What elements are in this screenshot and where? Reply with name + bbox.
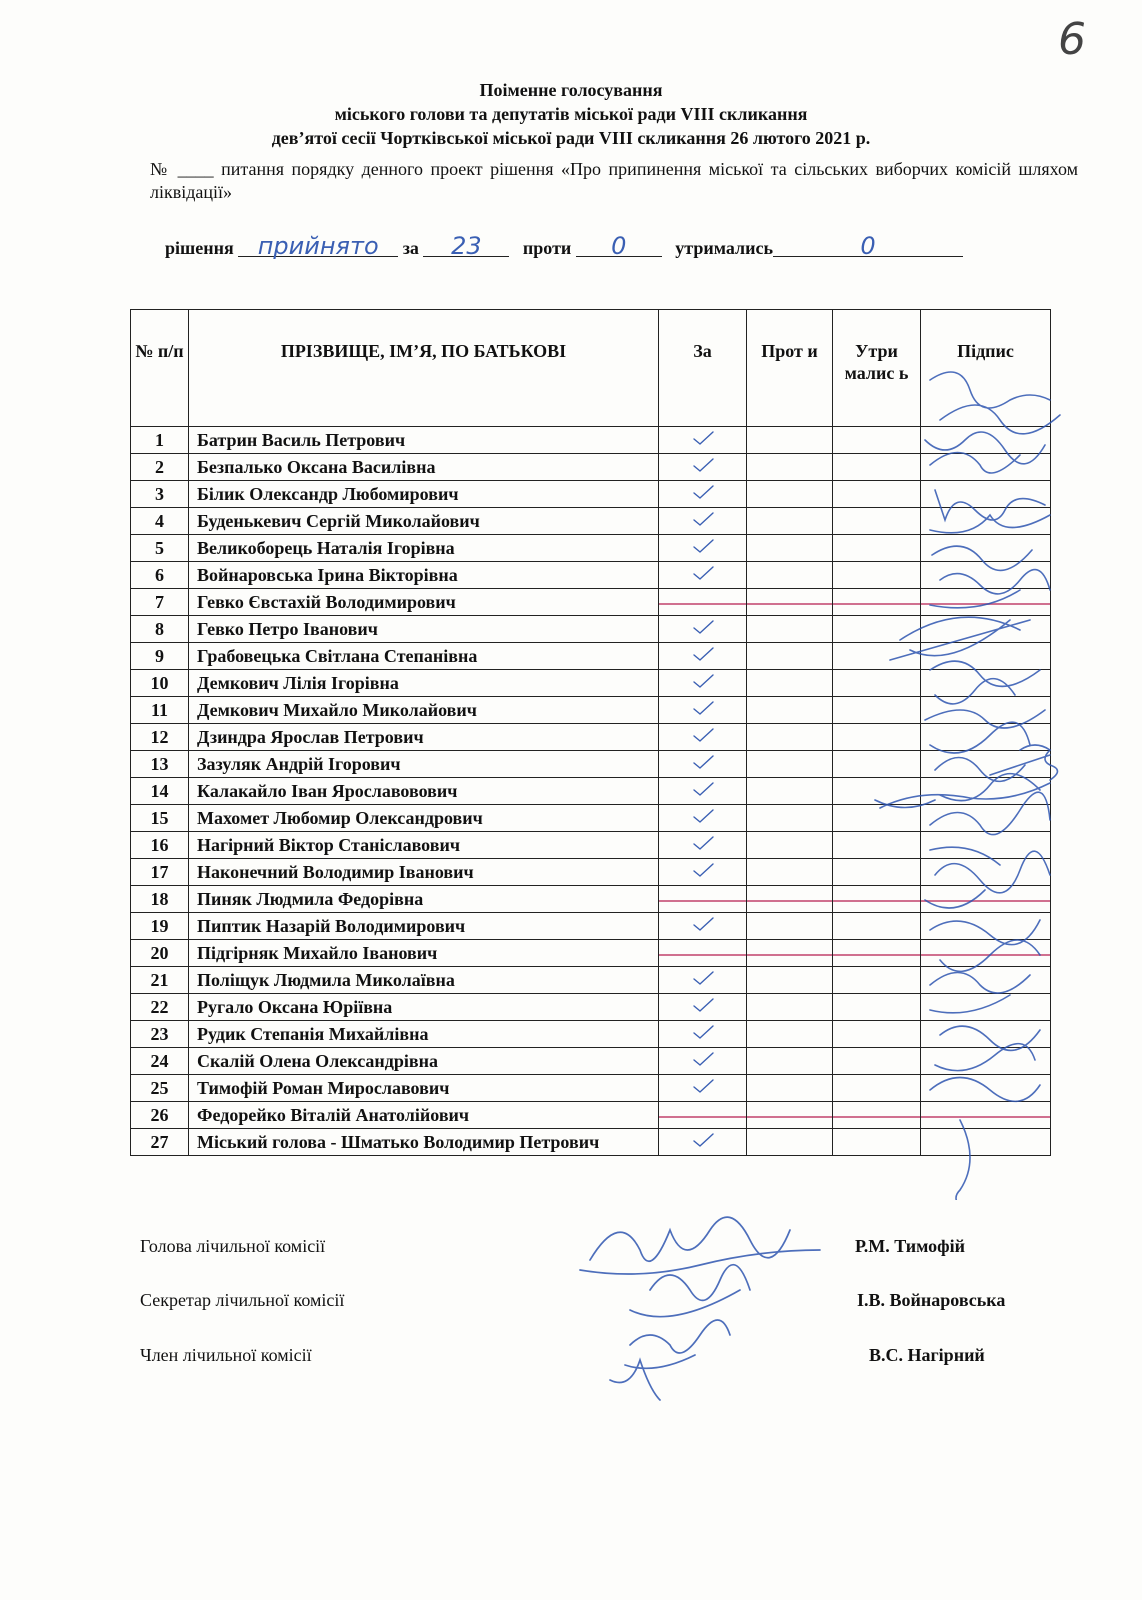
row-number: 10	[131, 670, 189, 697]
against-label: проти	[522, 238, 572, 258]
page-number: 6	[1058, 14, 1086, 65]
signature-cell	[921, 1048, 1051, 1075]
checkmark-icon	[691, 484, 715, 500]
vote-for-cell	[659, 508, 747, 535]
vote-against-cell	[747, 535, 833, 562]
vote-abstained-cell	[833, 616, 921, 643]
vote-abstained-cell	[833, 427, 921, 454]
vote-abstained-cell	[833, 913, 921, 940]
vote-abstained-cell	[833, 886, 921, 913]
vote-for-cell	[659, 1021, 747, 1048]
table-row	[131, 859, 1051, 886]
table-row	[131, 724, 1051, 751]
vote-abstained-cell	[833, 1129, 921, 1156]
deputy-name: Демкович Лілія Ігорівна	[189, 670, 659, 697]
vote-for-cell	[659, 643, 747, 670]
signature-cell	[921, 508, 1051, 535]
row-number: 21	[131, 967, 189, 994]
vote-for-cell	[659, 616, 747, 643]
signature-cell	[921, 967, 1051, 994]
checkmark-icon	[691, 1132, 715, 1148]
decision-line	[165, 232, 963, 260]
signature-cell	[921, 427, 1051, 454]
table-row	[131, 535, 1051, 562]
vote-abstained-cell	[833, 508, 921, 535]
row-number: 1	[131, 427, 189, 454]
vote-against-cell	[747, 778, 833, 805]
checkmark-icon	[691, 457, 715, 473]
absent-strike-line	[747, 1116, 832, 1118]
vote-abstained-cell	[833, 1048, 921, 1075]
vote-for-cell	[659, 535, 747, 562]
row-number: 20	[131, 940, 189, 967]
absent-strike-line	[921, 1116, 1050, 1118]
table-row	[131, 670, 1051, 697]
vote-for-cell	[659, 913, 747, 940]
checkmark-icon	[691, 970, 715, 986]
vote-against-cell	[747, 481, 833, 508]
abstained-count: 0	[773, 236, 963, 257]
vote-against-cell	[747, 1102, 833, 1129]
vote-against-cell	[747, 427, 833, 454]
vote-for-cell	[659, 1048, 747, 1075]
vote-for-cell	[659, 778, 747, 805]
vote-for-cell	[659, 832, 747, 859]
signature-cell	[921, 832, 1051, 859]
row-number: 15	[131, 805, 189, 832]
vote-against-cell	[747, 562, 833, 589]
row-number: 23	[131, 1021, 189, 1048]
commission-member-role: Член лічильної комісії	[140, 1345, 312, 1365]
signature-cell	[921, 697, 1051, 724]
row-number: 27	[131, 1129, 189, 1156]
signature-cell	[921, 535, 1051, 562]
absent-strike-line	[921, 900, 1050, 902]
deputy-name: Пиняк Людмила Федорівна	[189, 886, 659, 913]
deputy-name: Федорейко Віталій Анатолійович	[189, 1102, 659, 1129]
vote-against-cell	[747, 643, 833, 670]
checkmark-icon	[691, 565, 715, 581]
decision-label: рішення	[165, 238, 234, 258]
checkmark-icon	[691, 538, 715, 554]
deputy-name: Ругало Оксана Юріївна	[189, 994, 659, 1021]
table-row	[131, 1102, 1051, 1129]
table-row	[131, 994, 1051, 1021]
vote-abstained-cell	[833, 562, 921, 589]
row-number: 13	[131, 751, 189, 778]
vote-abstained-cell	[833, 940, 921, 967]
checkmark-icon	[691, 673, 715, 689]
commission-signatures	[570, 1200, 830, 1410]
checkmark-icon	[691, 430, 715, 446]
row-number: 7	[131, 589, 189, 616]
deputy-name: Тимофій Роман Мирославович	[189, 1075, 659, 1102]
absent-strike-line	[747, 603, 832, 605]
checkmark-icon	[691, 700, 715, 716]
signature-cell	[921, 454, 1051, 481]
table-row	[131, 562, 1051, 589]
vote-for-cell	[659, 454, 747, 481]
vote-abstained-cell	[833, 1102, 921, 1129]
absent-strike-line	[833, 603, 920, 605]
signature-cell	[921, 994, 1051, 1021]
row-number: 4	[131, 508, 189, 535]
vote-for-cell	[659, 940, 747, 967]
deputy-name: Рудик Степанія Михайлівна	[189, 1021, 659, 1048]
vote-against-cell	[747, 670, 833, 697]
absent-strike-line	[747, 954, 832, 956]
vote-against-cell	[747, 589, 833, 616]
deputy-name: Скалій Олена Олександрівна	[189, 1048, 659, 1075]
checkmark-icon	[691, 916, 715, 932]
table-row	[131, 1075, 1051, 1102]
signature-cell	[921, 589, 1051, 616]
absent-strike-line	[659, 603, 746, 605]
signature-cell	[921, 886, 1051, 913]
absent-strike-line	[921, 603, 1050, 605]
checkmark-icon	[691, 727, 715, 743]
deputy-name: Грабовецька Світлана Степанівна	[189, 643, 659, 670]
absent-strike-line	[659, 954, 746, 956]
commission-chair-name: Р.М. Тимофій	[855, 1236, 966, 1256]
table-row	[131, 1048, 1051, 1075]
signature-cell	[921, 1075, 1051, 1102]
vote-abstained-cell	[833, 967, 921, 994]
document-subtitle: міського голови та депутатів міської ради VIII скликання	[334, 104, 808, 124]
deputy-name: Дзиндра Ярослав Петрович	[189, 724, 659, 751]
signature-cell	[921, 1021, 1051, 1048]
signature-cell	[921, 913, 1051, 940]
table-row	[131, 508, 1051, 535]
deputy-name: Нагірний Віктор Станіславович	[189, 832, 659, 859]
vote-against-cell	[747, 994, 833, 1021]
row-number: 2	[131, 454, 189, 481]
deputy-name: Демкович Михайло Миколайович	[189, 697, 659, 724]
absent-strike-line	[833, 1116, 920, 1118]
checkmark-icon	[691, 997, 715, 1013]
vote-abstained-cell	[833, 454, 921, 481]
vote-abstained-cell	[833, 778, 921, 805]
vote-for-cell	[659, 1102, 747, 1129]
signature-cell	[921, 859, 1051, 886]
roll-call-table	[130, 309, 1051, 1156]
vote-abstained-cell	[833, 1075, 921, 1102]
table-row	[131, 832, 1051, 859]
vote-against-cell	[747, 724, 833, 751]
row-number: 24	[131, 1048, 189, 1075]
vote-for-cell	[659, 697, 747, 724]
commission-chair-role: Голова лічильної комісії	[140, 1236, 326, 1256]
vote-for-cell	[659, 1075, 747, 1102]
vote-against-cell	[747, 1048, 833, 1075]
table-row	[131, 481, 1051, 508]
checkmark-icon	[691, 808, 715, 824]
vote-abstained-cell	[833, 643, 921, 670]
vote-abstained-cell	[833, 481, 921, 508]
row-number: 14	[131, 778, 189, 805]
deputy-name: Поліщук Людмила Миколаївна	[189, 967, 659, 994]
absent-strike-line	[659, 1116, 746, 1118]
checkmark-icon	[691, 781, 715, 797]
deputy-name: Гевко Петро Іванович	[189, 616, 659, 643]
table-row	[131, 751, 1051, 778]
vote-abstained-cell	[833, 697, 921, 724]
vote-abstained-cell	[833, 670, 921, 697]
checkmark-icon	[691, 835, 715, 851]
row-number: 8	[131, 616, 189, 643]
table-row	[131, 616, 1051, 643]
abstained-label: утримались	[675, 238, 773, 258]
row-number: 5	[131, 535, 189, 562]
vote-abstained-cell	[833, 1021, 921, 1048]
row-number: 12	[131, 724, 189, 751]
vote-abstained-cell	[833, 859, 921, 886]
vote-against-cell	[747, 697, 833, 724]
vote-against-cell	[747, 859, 833, 886]
vote-for-cell	[659, 805, 747, 832]
signature-cell	[921, 1102, 1051, 1129]
col-header-abstained: Утри малис ь	[833, 310, 921, 427]
table-row	[131, 940, 1051, 967]
vote-against-cell	[747, 616, 833, 643]
deputy-name: Наконечний Володимир Іванович	[189, 859, 659, 886]
table-body	[131, 427, 1051, 1156]
signature-cell	[921, 481, 1051, 508]
checkmark-icon	[691, 862, 715, 878]
table-row	[131, 1021, 1051, 1048]
vote-abstained-cell	[833, 805, 921, 832]
for-count: 23	[423, 236, 509, 257]
vote-for-cell	[659, 994, 747, 1021]
row-number: 18	[131, 886, 189, 913]
vote-abstained-cell	[833, 751, 921, 778]
vote-for-cell	[659, 724, 747, 751]
row-number: 26	[131, 1102, 189, 1129]
row-number: 25	[131, 1075, 189, 1102]
vote-against-cell	[747, 805, 833, 832]
deputy-name: Зазуляк Андрій Ігорович	[189, 751, 659, 778]
deputy-name: Пиптик Назарій Володимирович	[189, 913, 659, 940]
vote-for-cell	[659, 562, 747, 589]
signature-cell	[921, 562, 1051, 589]
col-header-against: Прот и	[747, 310, 833, 427]
vote-against-cell	[747, 967, 833, 994]
deputy-name: Калакайло Іван Ярославовович	[189, 778, 659, 805]
signature-cell	[921, 643, 1051, 670]
vote-for-cell	[659, 589, 747, 616]
vote-for-cell	[659, 427, 747, 454]
commission-secretary-role: Секретар лічильної комісії	[140, 1290, 345, 1310]
signature-cell	[921, 751, 1051, 778]
col-header-for: За	[659, 310, 747, 427]
vote-for-cell	[659, 481, 747, 508]
row-number: 6	[131, 562, 189, 589]
vote-against-cell	[747, 454, 833, 481]
table-row	[131, 967, 1051, 994]
deputy-name: Підгірняк Михайло Іванович	[189, 940, 659, 967]
row-number: 17	[131, 859, 189, 886]
vote-against-cell	[747, 1075, 833, 1102]
table-row	[131, 778, 1051, 805]
decision-value: прийнято	[238, 236, 398, 257]
vote-abstained-cell	[833, 535, 921, 562]
absent-strike-line	[747, 900, 832, 902]
deputy-name: Буденькевич Сергій Миколайович	[189, 508, 659, 535]
vote-against-cell	[747, 751, 833, 778]
deputy-name: Великоборець Наталія Ігорівна	[189, 535, 659, 562]
checkmark-icon	[691, 646, 715, 662]
signature-cell	[921, 805, 1051, 832]
vote-against-cell	[747, 832, 833, 859]
row-number: 3	[131, 481, 189, 508]
vote-for-cell	[659, 967, 747, 994]
deputy-name: Міський голова - Шматько Володимир Петрович	[189, 1129, 659, 1156]
col-header-number: № п/п	[131, 310, 189, 427]
table-row	[131, 454, 1051, 481]
checkmark-icon	[691, 1051, 715, 1067]
row-number: 16	[131, 832, 189, 859]
table-row	[131, 643, 1051, 670]
signature-cell	[921, 940, 1051, 967]
table-row	[131, 427, 1051, 454]
table-row	[131, 697, 1051, 724]
signature-cell	[921, 724, 1051, 751]
table-row	[131, 913, 1051, 940]
vote-against-cell	[747, 913, 833, 940]
deputy-name: Гевко Євстахій Володимирович	[189, 589, 659, 616]
vote-for-cell	[659, 1129, 747, 1156]
checkmark-icon	[691, 754, 715, 770]
absent-strike-line	[833, 900, 920, 902]
absent-strike-line	[921, 954, 1050, 956]
absent-strike-line	[833, 954, 920, 956]
vote-for-cell	[659, 670, 747, 697]
table-header-row	[131, 310, 1051, 427]
vote-against-cell	[747, 1129, 833, 1156]
vote-abstained-cell	[833, 994, 921, 1021]
deputy-name: Батрин Василь Петрович	[189, 427, 659, 454]
session-line: дев’ятої сесії Чортківської міської ради VIII скликання 26 лютого 2021 р.	[271, 128, 871, 148]
absent-strike-line	[659, 900, 746, 902]
checkmark-icon	[691, 511, 715, 527]
vote-for-cell	[659, 859, 747, 886]
vote-for-cell	[659, 886, 747, 913]
table-row	[131, 886, 1051, 913]
vote-abstained-cell	[833, 832, 921, 859]
row-number: 22	[131, 994, 189, 1021]
agenda-item-text: № ____ питання порядку денного проект рішення «Про припинення міської та сільських виборчих комісій шляхом ліквідації»	[150, 159, 1078, 202]
vote-against-cell	[747, 940, 833, 967]
vote-against-cell	[747, 1021, 833, 1048]
row-number: 11	[131, 697, 189, 724]
checkmark-icon	[691, 619, 715, 635]
table-row	[131, 589, 1051, 616]
deputy-name: Махомет Любомир Олександрович	[189, 805, 659, 832]
deputy-name: Войнаровська Ірина Вікторівна	[189, 562, 659, 589]
against-count: 0	[576, 236, 662, 257]
row-number: 9	[131, 643, 189, 670]
table-row	[131, 805, 1051, 832]
signature-cell	[921, 1129, 1051, 1156]
signature-cell	[921, 778, 1051, 805]
commission-member-name: В.С. Нагірний	[869, 1345, 985, 1365]
vote-abstained-cell	[833, 724, 921, 751]
commission-secretary-name: І.В. Войнаровська	[857, 1290, 1006, 1310]
row-number: 19	[131, 913, 189, 940]
vote-abstained-cell	[833, 589, 921, 616]
signature-cell	[921, 670, 1051, 697]
checkmark-icon	[691, 1078, 715, 1094]
col-header-name: ПРІЗВИЩЕ, ІМ’Я, ПО БАТЬКОВІ	[189, 310, 659, 427]
document-title: Поіменне голосування	[479, 80, 663, 100]
for-label: за	[402, 238, 419, 258]
vote-against-cell	[747, 886, 833, 913]
vote-against-cell	[747, 508, 833, 535]
checkmark-icon	[691, 1024, 715, 1040]
deputy-name: Безпалько Оксана Василівна	[189, 454, 659, 481]
table-row	[131, 1129, 1051, 1156]
signature-cell	[921, 616, 1051, 643]
deputy-name: Білик Олександр Любомирович	[189, 481, 659, 508]
col-header-signature: Підпис	[921, 310, 1051, 427]
vote-for-cell	[659, 751, 747, 778]
